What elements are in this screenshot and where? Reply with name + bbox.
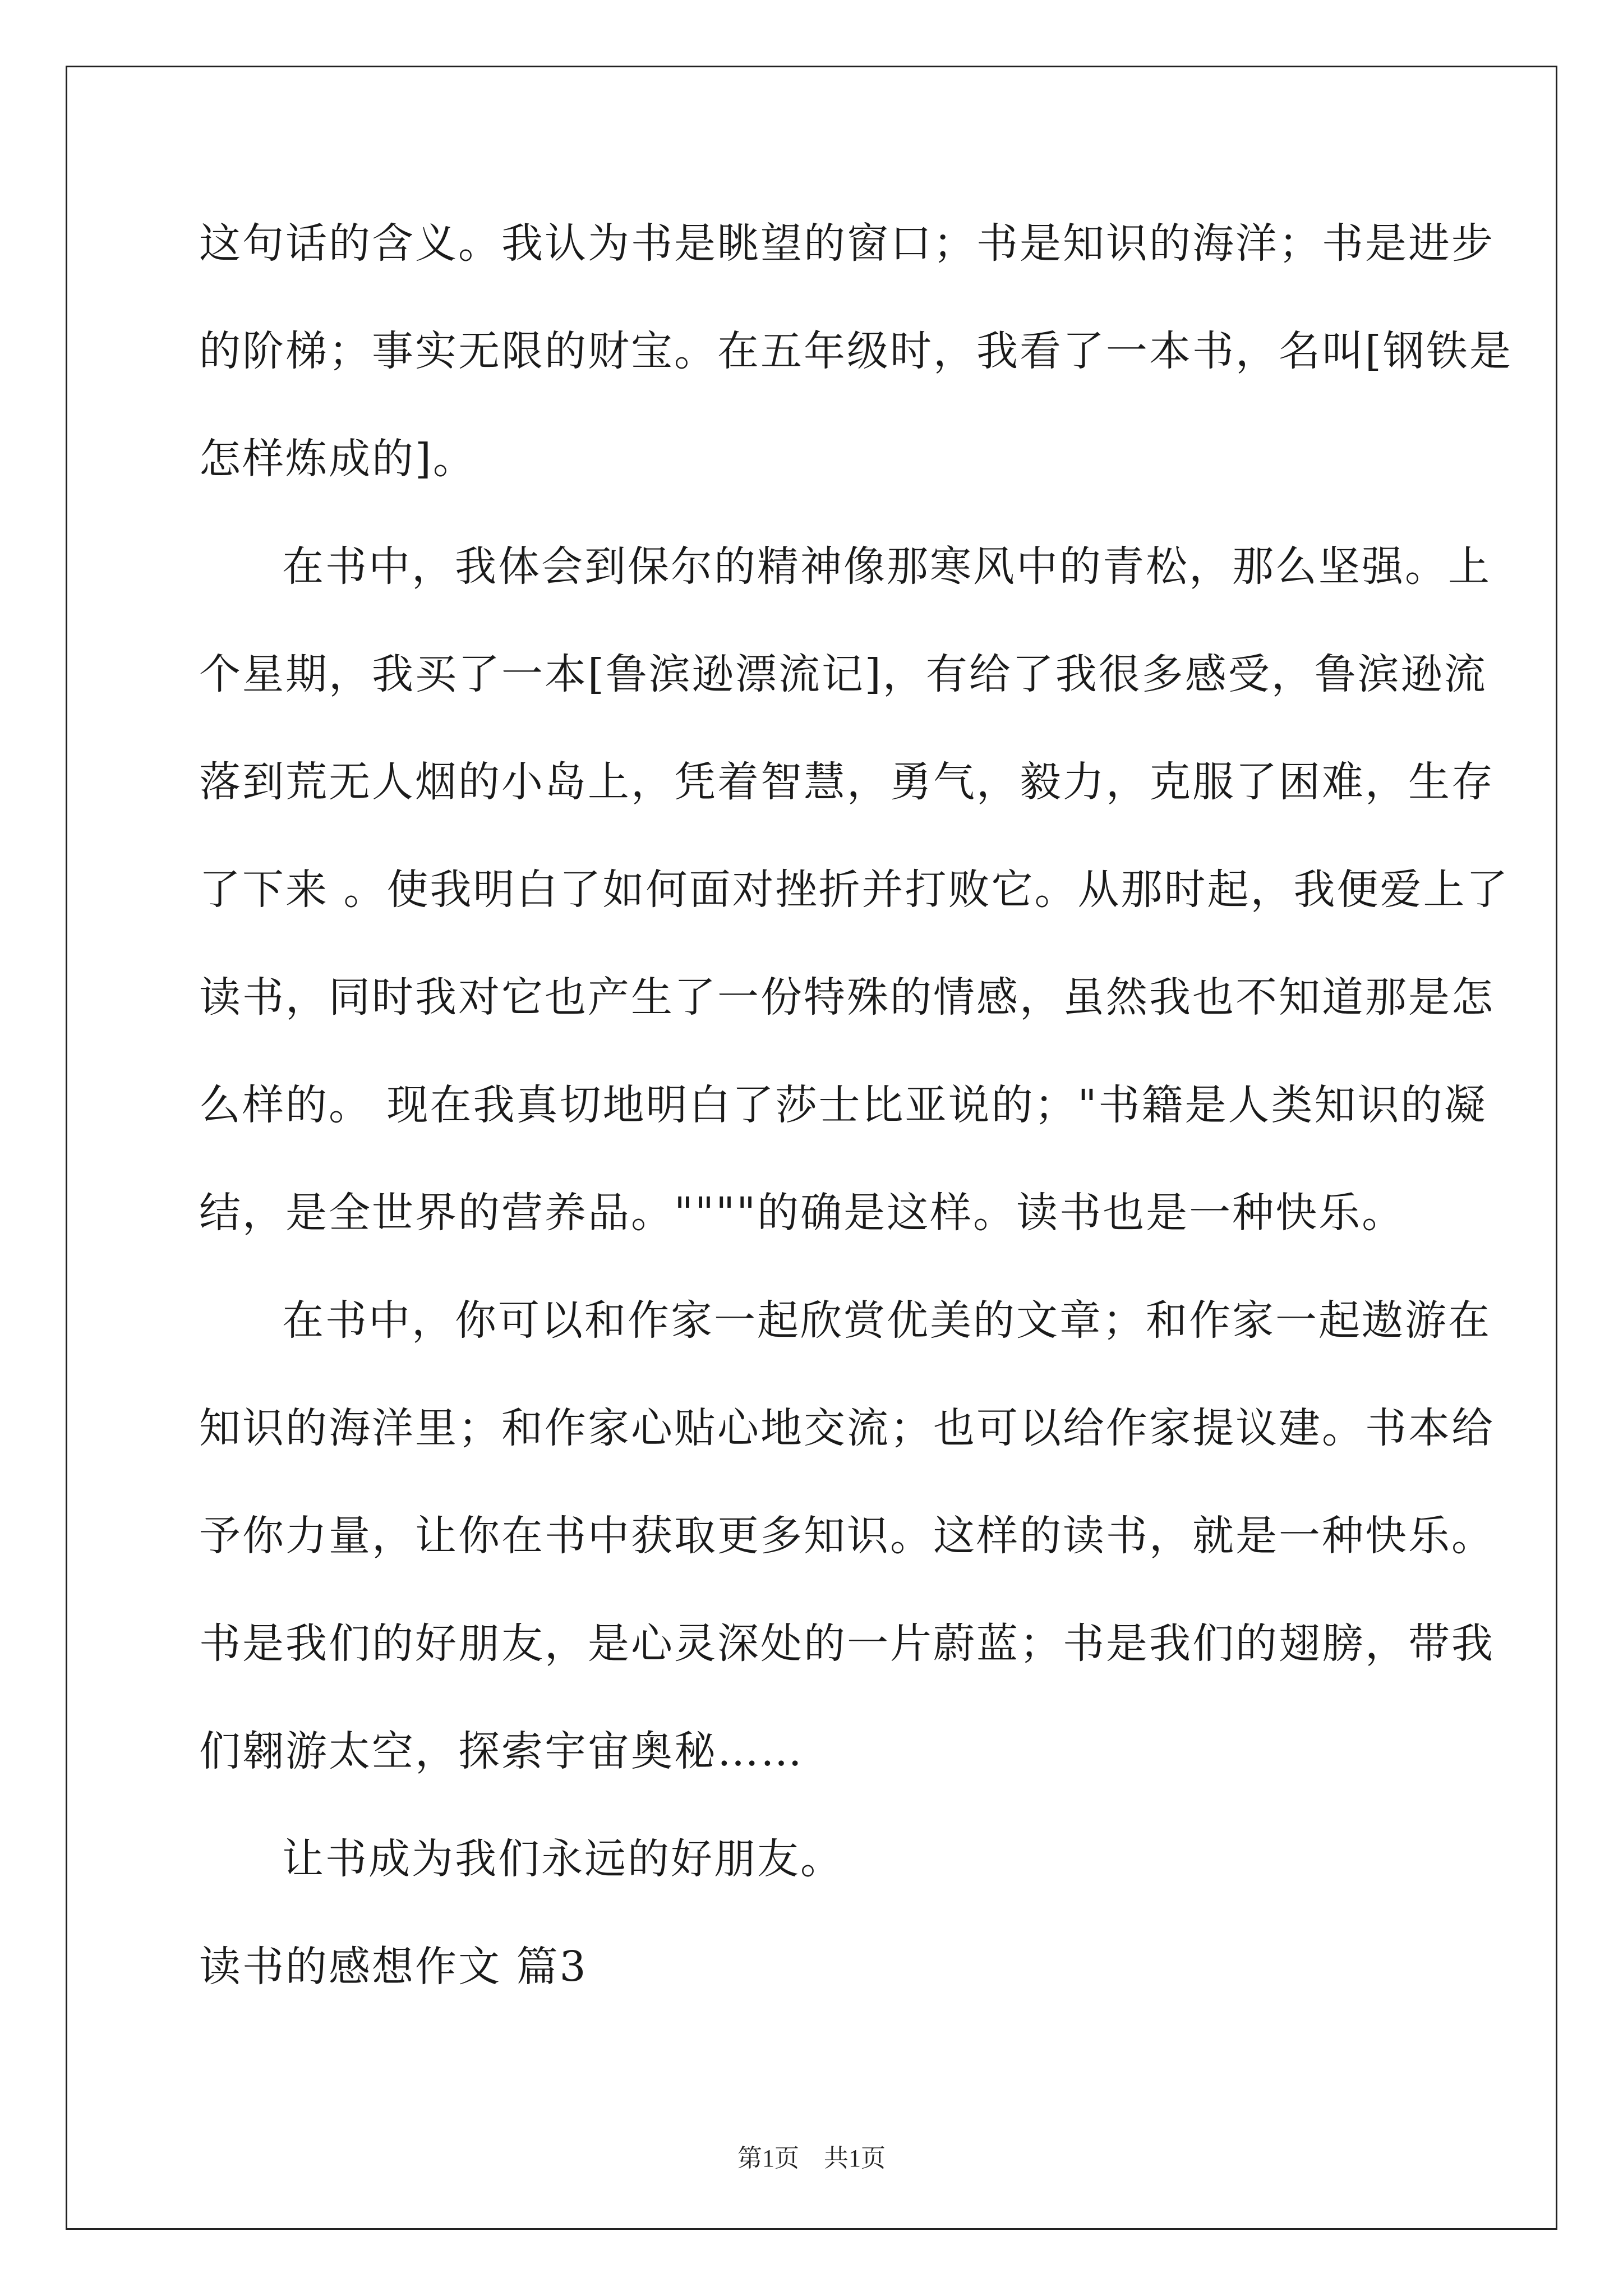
text-line: 的阶梯；事实无限的财宝。在五年级时，我看了一本书，名叫[钢铁是 <box>199 327 1513 375</box>
text-line: 读书，同时我对它也产生了一份特殊的情感，虽然我也不知道那是怎 <box>199 973 1495 1022</box>
text-line: 落到荒无人烟的小岛上，凭着智慧，勇气，毅力，克服了困难，生存 <box>199 758 1495 806</box>
section-heading: 读书的感想作文 篇3 <box>199 1943 588 1991</box>
text-line: 予你力量，让你在书中获取更多知识。这样的读书，就是一种快乐。 <box>199 1512 1495 1560</box>
text-line: 个星期，我买了一本[鲁滨逊漂流记]，有给了我很多感受，鲁滨逊流 <box>199 650 1487 698</box>
paragraph-start-line: 让书成为我们永远的好朋友。 <box>282 1835 843 1883</box>
paragraph-start-line: 在书中，你可以和作家一起欣赏优美的文章；和作家一起遨游在 <box>282 1296 1491 1345</box>
paragraph-start-line: 在书中，我体会到保尔的精神像那寒风中的青松，那么坚强。上 <box>282 542 1491 591</box>
text-line: 这句话的含义。我认为书是眺望的窗口；书是知识的海洋；书是进步 <box>199 219 1495 268</box>
text-line: 怎样炼成的]。 <box>199 435 476 483</box>
text-line: 知识的海洋里；和作家心贴心地交流；也可以给作家提议建。书本给 <box>199 1404 1495 1452</box>
text-line: 书是我们的好朋友，是心灵深处的一片蔚蓝；书是我们的翅膀，带我 <box>199 1619 1495 1668</box>
page-footer: 第1页 共1页 <box>737 2145 886 2172</box>
text-line: 们翱游太空，探索宇宙奥秘…… <box>199 1727 804 1775</box>
text-line: 结，是全世界的营养品。""""的确是这样。读书也是一种快乐。 <box>199 1189 1405 1237</box>
text-line: 了下来 。使我明白了如何面对挫折并打败它。从那时起，我便爱上了 <box>199 866 1510 914</box>
document-body <box>199 190 1513 2021</box>
text-line: 么样的。 现在我真切地明白了莎士比亚说的；"书籍是人类知识的凝 <box>199 1081 1487 1129</box>
